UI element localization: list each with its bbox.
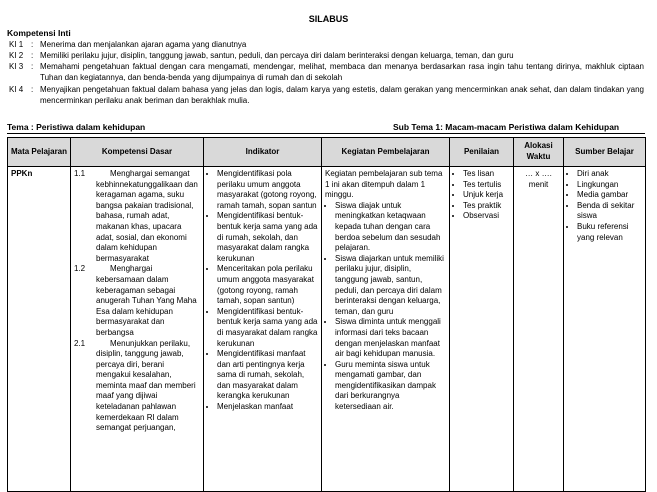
kompetensi-inti-heading: Kompetensi Inti xyxy=(7,28,71,38)
tema-label: Tema : Peristiwa dalam kehidupan xyxy=(7,122,146,132)
sumber-list xyxy=(567,169,642,243)
ki-code: KI 3 xyxy=(9,62,24,71)
kd-number: 1.2 xyxy=(74,264,86,274)
subtema-label: Sub Tema 1: Macam-macam Peristiwa dalam Kehidupan xyxy=(393,122,620,132)
ki-item xyxy=(9,85,644,106)
list-item: • Unjuk kerja xyxy=(463,190,510,201)
ki-colon: : xyxy=(31,51,34,60)
list-item: • Guru meminta siswa untuk mengamati gambar, dan mengidentifikasikan dampak dari berkurangnya ketersediaan air. xyxy=(335,360,446,413)
kegiatan-intro: Kegiatan pembelajaran sub tema 1 ini akan ditempuh dalam 1 minggu. xyxy=(325,169,443,200)
header-indikator: Indikator xyxy=(204,138,322,167)
kd-text: Menghargai semangat kebhinnekatunggalikaan dan keragaman agama, suku bangsa pakaian tradisional, bahasa, rumah adat, makanan khas, upacara adat, sosial, dan ekonomi dalam kehidupan bermasyarakat xyxy=(96,169,198,263)
ki-colon: : xyxy=(31,62,34,71)
ki-item xyxy=(9,40,644,51)
header-alokasi-waktu: Alokasi Waktu xyxy=(514,138,564,167)
list-item: • Tes lisan xyxy=(463,169,510,180)
list-item: • Diri anak xyxy=(577,169,642,180)
ki-text: Menerima dan menjalankan ajaran agama yang dianutnya xyxy=(40,40,247,49)
list-item: • Mengidentifikasi pola perilaku umum anggota masyarakat (gotong royong, ramah tamah, sopan santun xyxy=(217,169,318,211)
page-title: SILABUS xyxy=(308,14,349,24)
ki-text: Memahami pengetahuan faktual dengan cara mengamati, mendengar, melihat, membaca dan menanya berdasarkan rasa ingin tahu tentang dirinya, makhluk ciptaan Tuhan dan kegiatannya, dan benda-benda yang dijumpainya di rumah dan di sekolah xyxy=(40,62,644,82)
penilaian-list xyxy=(453,169,510,222)
kegiatan-list xyxy=(325,201,446,413)
header-sumber-belajar: Sumber Belajar xyxy=(564,138,646,167)
ki-code: KI 1 xyxy=(9,40,24,49)
kd-number: 1.1 xyxy=(74,169,86,178)
table-row xyxy=(8,167,646,492)
cell-kegiatan-pembelajaran xyxy=(322,167,450,492)
ki-item xyxy=(9,62,644,83)
cell-indikator xyxy=(204,167,322,492)
ki-colon: : xyxy=(31,40,34,49)
ki-code: KI 2 xyxy=(9,51,24,60)
list-item: • Media gambar xyxy=(577,190,642,201)
list-item: • Tes praktik xyxy=(463,201,510,212)
mata-pelajaran-value: PPKn xyxy=(11,169,33,178)
list-item: • Menceritakan pola perilaku umum anggota masyarakat (gotong royong, ramah tamah, sopan santun) xyxy=(217,264,318,306)
header-kompetensi-dasar: Kompetensi Dasar xyxy=(71,138,204,167)
table-header-row xyxy=(8,138,646,167)
list-item: • Observasi xyxy=(463,211,510,222)
kd-number: 2.1 xyxy=(74,338,86,348)
indikator-list xyxy=(207,169,318,413)
list-item: • Mengidentifikasi bentuk-bentuk kerja sama yang ada di rumah, sekolah, dan masyarakat dalam rangka kerukunan xyxy=(217,211,318,264)
list-item: • Benda di sekitar siswa xyxy=(577,201,642,222)
ki-item xyxy=(9,51,644,62)
list-item: • Siswa diajarkan untuk memiliki perilaku jujur, disiplin, tanggung jawab, santun, peduli, dan percaya diri dalam berinteraksi dengan keluarga, teman, dan guru xyxy=(335,254,446,318)
cell-kompetensi-dasar xyxy=(71,167,204,492)
ki-colon: : xyxy=(31,85,34,94)
list-item: • Tes tertulis xyxy=(463,180,510,191)
kd-text: Menghargai kebersamaan dalam keberagaman sebagai anugerah Tuhan Yang Maha Esa dalam kehidupan bermasyarakat dan berbangsa xyxy=(96,264,197,337)
divider xyxy=(7,133,645,134)
cell-mata-pelajaran xyxy=(8,167,71,492)
list-item: • Lingkungan xyxy=(577,180,642,191)
header-penilaian: Penilaian xyxy=(450,138,514,167)
kd-item xyxy=(74,339,200,434)
cell-alokasi-waktu xyxy=(514,167,564,492)
ki-text: Menyajikan pengetahuan faktual dalam bahasa yang jelas dan logis, dalam karya yang estetis, dalam gerakan yang mencerminkan anak sehat, dan dalam tindakan yang mencerminkan perilaku anak beriman dan berakhlak mulia. xyxy=(40,85,644,105)
list-item: • Siswa diajak untuk meningkatkan ketaqwaan kepada tuhan dengan cara berdoa sebelum dan sesudah pelajaran. xyxy=(335,201,446,254)
list-item: • Menjelaskan manfaat xyxy=(217,402,318,413)
kd-item xyxy=(74,169,200,264)
ki-text: Memiliki perilaku jujur, disiplin, tanggung jawab, santun, peduli, dan percaya diri dalam berinteraksi dengan keluarga, teman, dan guru xyxy=(40,51,514,60)
list-item: • Siswa diminta untuk menggali informasi dari teks bacaan dengan menjelaskan manfaat air bagi kehidupan manusia. xyxy=(335,317,446,359)
cell-penilaian xyxy=(450,167,514,492)
list-item: • Mengidentifikasi manfaat dan arti pentingnya kerja sama di rumah, sekolah, dan masyarakat dalam kerangka kerukunan xyxy=(217,349,318,402)
silabus-table xyxy=(7,137,646,492)
alokasi-value: … x …. menit xyxy=(525,169,552,189)
ki-code: KI 4 xyxy=(9,85,24,94)
list-item: • Buku referensi yang relevan xyxy=(577,222,642,243)
header-kegiatan-pembelajaran: Kegiatan Pembelajaran xyxy=(322,138,450,167)
cell-sumber-belajar xyxy=(564,167,646,492)
list-item: • Mengidentifikasi bentuk-bentuk kerja sama yang ada di masyarakat dalam rangka kerukunan xyxy=(217,307,318,349)
kd-item xyxy=(74,264,200,338)
kd-text: Menunjukkan perilaku, disiplin, tanggung jawab, percaya diri, berani mengakui kesalahan, meminta maaf dan memberi maaf yang dijiwai keteladanan pahlawan kemerdekaan RI dalam semangat perjuangan, xyxy=(96,338,196,433)
header-mata-pelajaran: Mata Pelajaran xyxy=(8,138,71,167)
